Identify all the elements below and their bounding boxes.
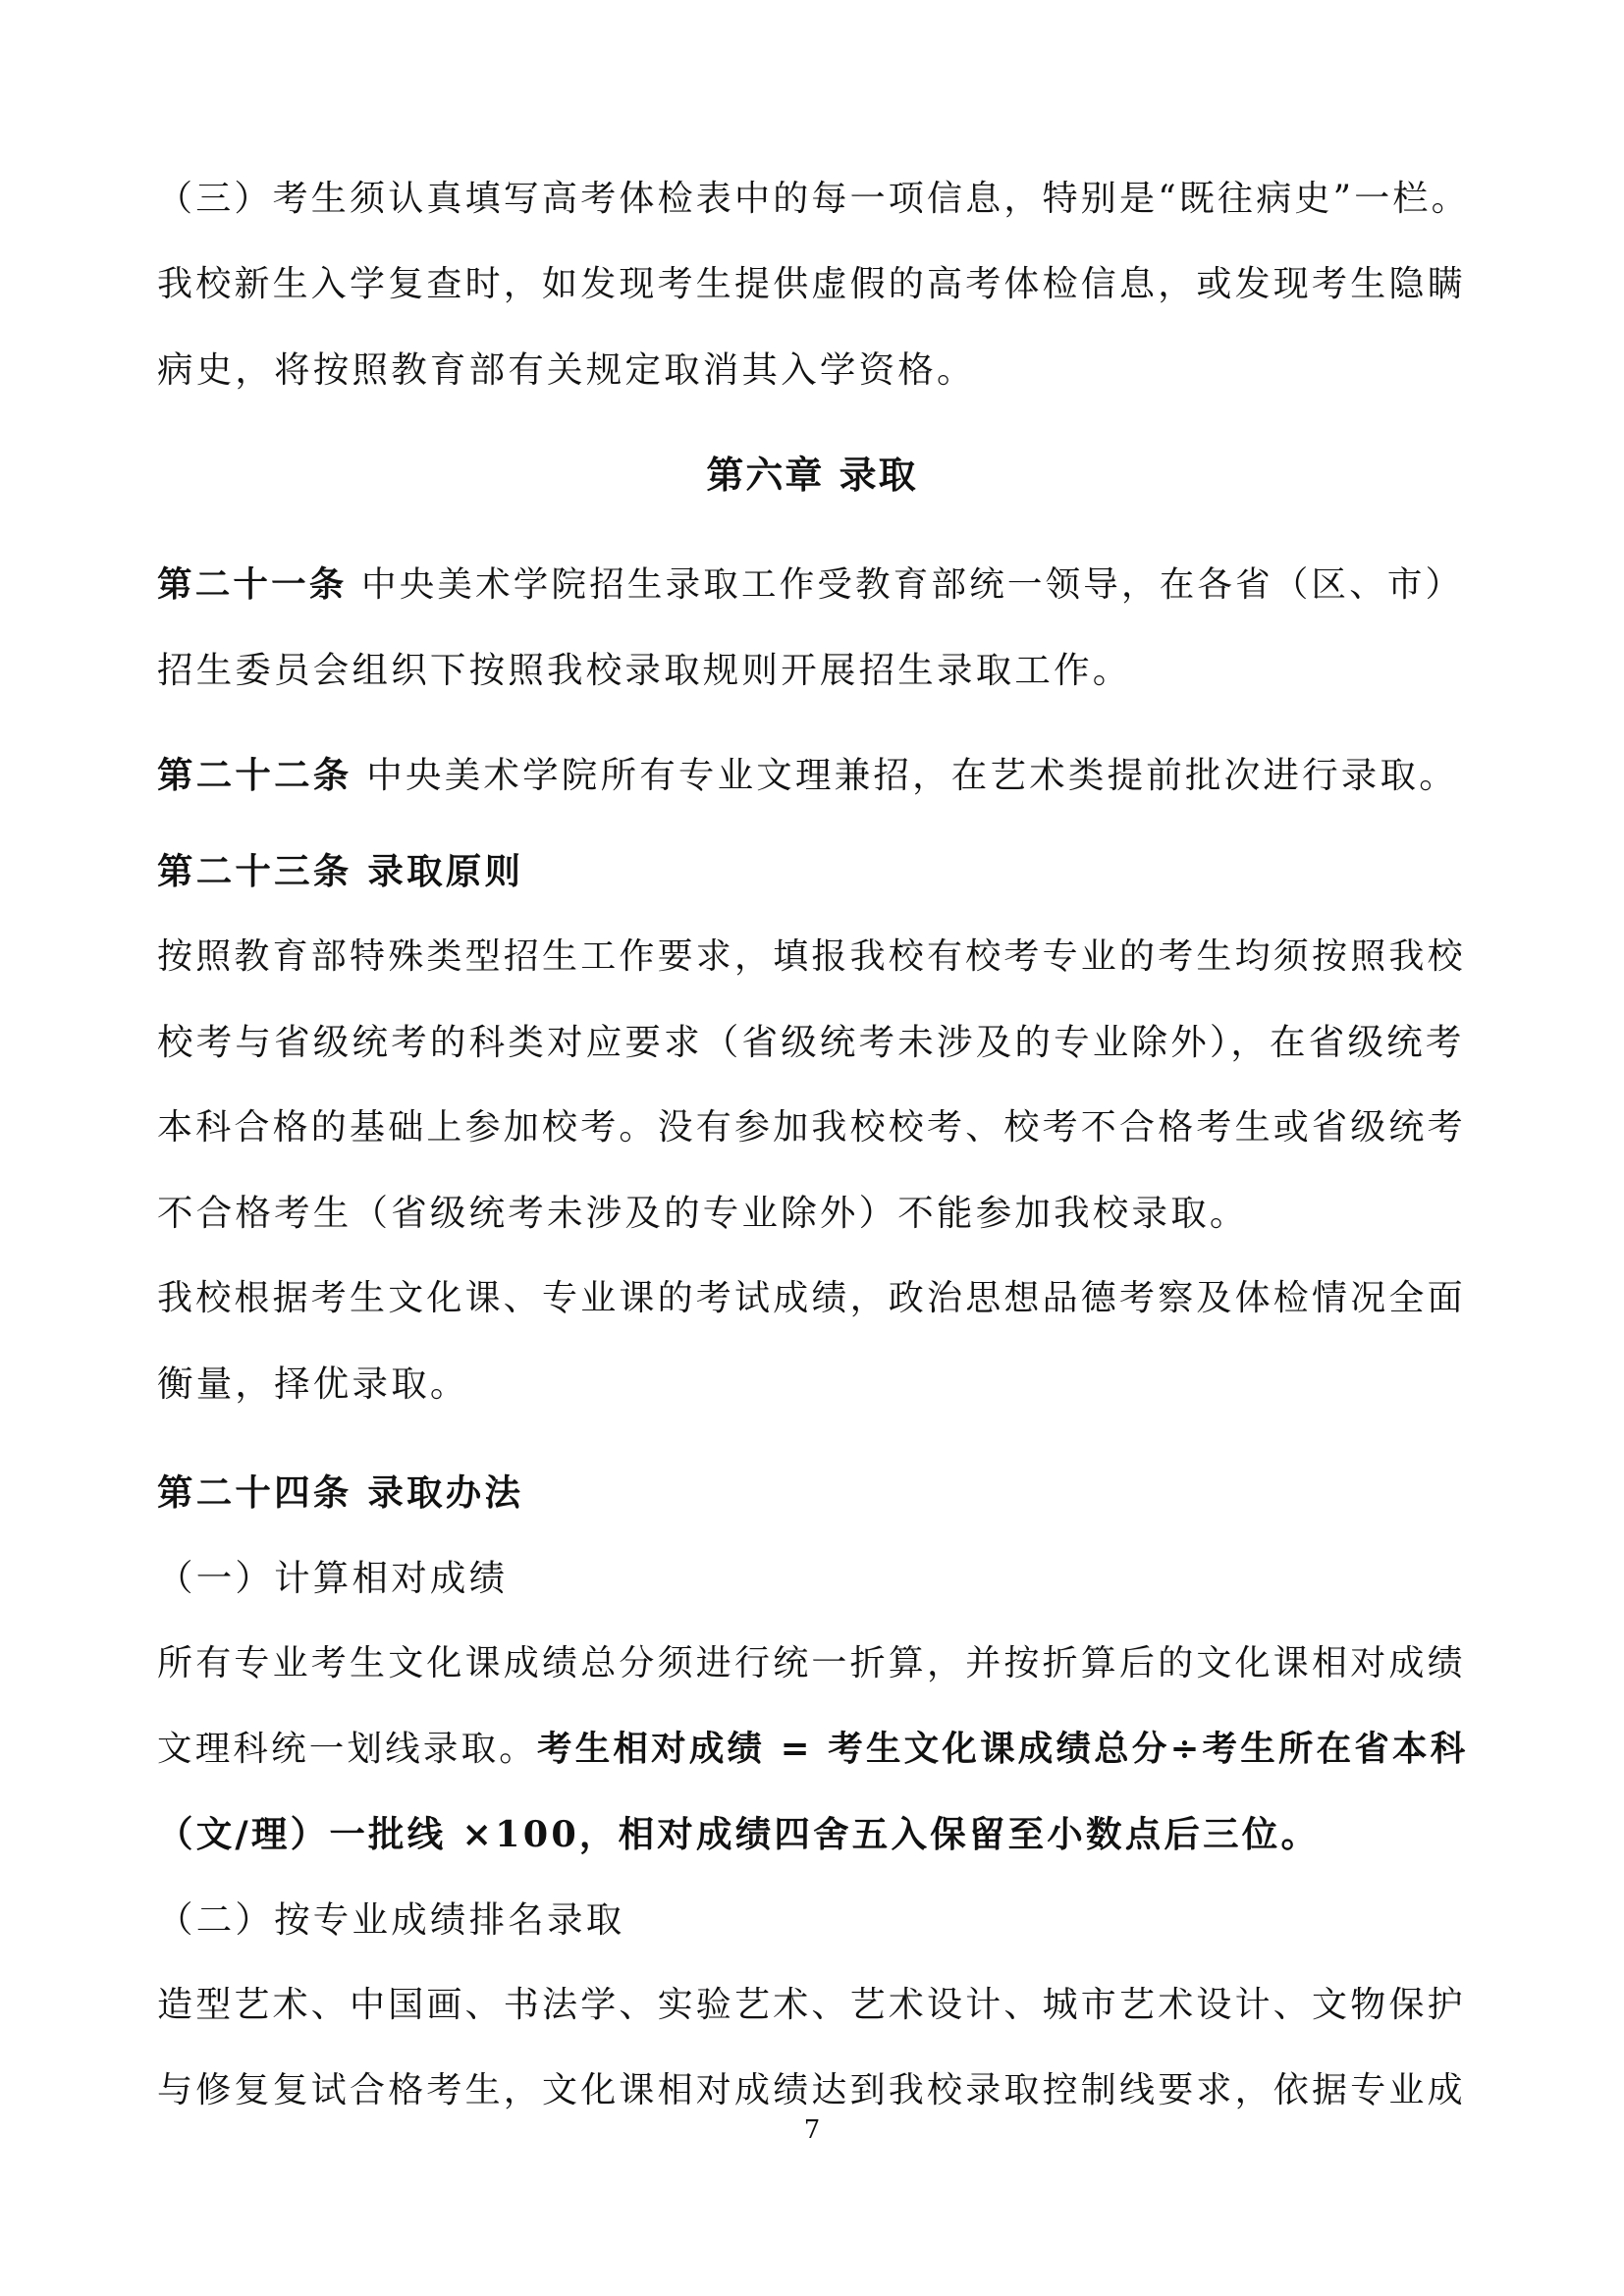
paragraph-line: 与修复复试合格考生，文化课相对成绩达到我校录取控制线要求，依据专业成 <box>157 2070 1466 2110</box>
paragraph-line: 造型艺术、中国画、书法学、实验艺术、艺术设计、城市艺术设计、文物保护 <box>157 1985 1466 2025</box>
page-number: 7 <box>803 2115 821 2145</box>
paragraph-line: 不合格考生（省级统考未涉及的专业除外）不能参加我校录取。 <box>157 1192 1249 1234</box>
paragraph-line: 我校新生入学复查时，如发现考生提供虚假的高考体检信息，或发现考生隐瞒 <box>157 264 1466 304</box>
article-label: 第二十二条 <box>157 754 352 796</box>
paragraph-line: （三）考生须认真填写高考体检表中的每一项信息，特别是“既往病史”一栏。 <box>157 179 1470 219</box>
article-23-heading: 第二十三条 录取原则 <box>157 850 524 892</box>
paragraph-line: 我校根据考生文化课、专业课的考试成绩，政治思想品德考察及体检情况全面 <box>157 1278 1466 1318</box>
paragraph-line-mixed <box>157 1728 1468 1771</box>
article-text: 中央美术学院所有专业文理兼招，在艺术类提前批次进行录取。 <box>352 754 1458 796</box>
paragraph-line: 所有专业考生文化课成绩总分须进行统一折算，并按折算后的文化课相对成绩 <box>157 1643 1466 1683</box>
article-22-line-1 <box>157 754 1458 797</box>
paragraph-line: 按照教育部特殊类型招生工作要求，填报我校有校考专业的考生均须按照我校 <box>157 936 1466 977</box>
chapter-title: 第六章 录取 <box>706 453 918 497</box>
paragraph-line: 病史，将按照教育部有关规定取消其入学资格。 <box>157 348 976 391</box>
article-24-heading: 第二十四条 录取办法 <box>157 1471 524 1514</box>
paragraph-line: 校考与省级统考的科类对应要求（省级统考未涉及的专业除外），在省级统考 <box>157 1021 1465 1063</box>
article-21-line-2: 招生委员会组织下按照我校录取规则开展招生录取工作。 <box>157 649 1132 691</box>
subsection-heading: （一）计算相对成绩 <box>157 1557 509 1599</box>
paragraph-line: 衡量，择优录取。 <box>157 1362 469 1405</box>
formula-text: 考生相对成绩 = 考生文化课成绩总分÷考生所在省本科 <box>537 1729 1469 1769</box>
article-21-line-1 <box>157 563 1463 607</box>
article-text: 中央美术学院招生录取工作受教育部统一领导，在各省（区、市） <box>347 564 1464 605</box>
subsection-heading: （二）按专业成绩排名录取 <box>157 1898 625 1941</box>
article-label: 第二十一条 <box>157 564 348 605</box>
formula-text: （文/理）一批线 ×100，相对成绩四舍五入保留至小数点后三位。 <box>157 1813 1321 1855</box>
paragraph-text: 文理科统一划线录取。 <box>157 1729 538 1769</box>
paragraph-line: 本科合格的基础上参加校考。没有参加我校校考、校考不合格考生或省级统考 <box>157 1107 1466 1148</box>
